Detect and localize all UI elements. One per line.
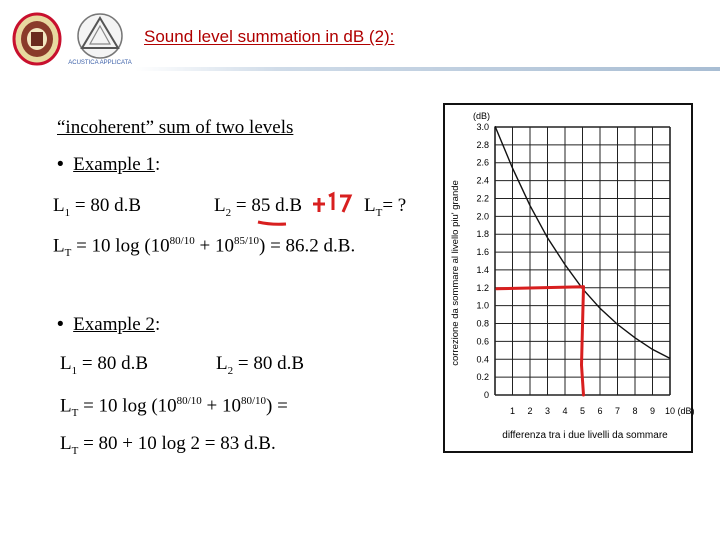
symbol-l: L bbox=[60, 353, 72, 374]
example2-title bbox=[57, 315, 160, 334]
x-tick-label: 2 bbox=[527, 406, 533, 416]
y-tick-label: 1.2 bbox=[476, 282, 489, 293]
x-tick-label: 3 bbox=[544, 406, 551, 416]
x-axis-label: differenza tra i due livelli da sommare bbox=[502, 430, 668, 441]
y-tick-label: 1.6 bbox=[476, 247, 489, 258]
y-tick-label: 1.4 bbox=[476, 264, 489, 275]
subscript-1: 1 bbox=[71, 364, 78, 377]
calc-lead: = 10 log (10 bbox=[83, 395, 177, 417]
chart-svg bbox=[445, 105, 695, 451]
subscript-1: 1 bbox=[64, 206, 71, 219]
symbol-l: L bbox=[214, 195, 226, 216]
example1-label: Example 1 bbox=[73, 154, 155, 175]
y-tick-label: 0.4 bbox=[476, 354, 489, 365]
y-axis-label: correzione da sommare al livello piu' grande bbox=[450, 180, 461, 366]
bullet: • bbox=[57, 154, 64, 175]
x-tick-label: 8 bbox=[632, 406, 638, 416]
calc-plus: + 10 bbox=[201, 395, 241, 417]
l1-value: 80 d.B bbox=[97, 353, 149, 374]
l2-value: 80 d.B bbox=[253, 353, 305, 374]
y-tick-label: 0.6 bbox=[476, 336, 489, 347]
section-heading: “incoherent” sum of two levels bbox=[57, 117, 294, 138]
example1-l2 bbox=[214, 196, 302, 219]
y-tick-label: 2.4 bbox=[476, 175, 489, 186]
l1-value: 80 d.B bbox=[90, 195, 142, 216]
correction-chart bbox=[443, 103, 693, 453]
bullet: • bbox=[57, 314, 64, 335]
symbol-l: L bbox=[60, 433, 72, 454]
x-tick-label: 9 bbox=[649, 406, 656, 416]
y-tick-label: 2.6 bbox=[476, 157, 489, 168]
example1-lt bbox=[364, 196, 406, 219]
equals: = bbox=[70, 195, 91, 216]
subscript-t: T bbox=[71, 407, 79, 420]
exponent-1: 80/10 bbox=[176, 395, 202, 407]
header-divider bbox=[135, 67, 720, 71]
y-tick-label: 0 bbox=[483, 390, 489, 400]
symbol-l: L bbox=[364, 195, 376, 216]
exponent-2: 80/10 bbox=[240, 395, 267, 407]
equals: = bbox=[231, 195, 252, 216]
acoustics-lab-logo bbox=[70, 10, 130, 68]
calc-result: ) = 86.2 d.B. bbox=[259, 235, 356, 257]
symbol-l: L bbox=[53, 195, 65, 216]
handwritten-red-marks bbox=[310, 190, 366, 216]
x-tick-label: 1 bbox=[509, 406, 516, 416]
x-tick-label: 7 bbox=[614, 406, 621, 416]
university-seal-logo bbox=[12, 12, 62, 66]
colon: : bbox=[154, 154, 161, 175]
subscript-t: T bbox=[375, 206, 383, 219]
lt-query: = ? bbox=[382, 195, 407, 216]
calc-plus: + 10 bbox=[194, 235, 234, 257]
example1-l1 bbox=[53, 196, 141, 219]
symbol-l: L bbox=[216, 353, 228, 374]
exponent-1: 80/10 bbox=[169, 235, 195, 247]
chart-ticks bbox=[476, 122, 655, 416]
y-tick-label: 0.8 bbox=[476, 318, 489, 329]
logo-caption: ACUSTICA APPLICATA bbox=[68, 60, 132, 66]
calc-lead: = 10 log (10 bbox=[76, 235, 170, 257]
y-tick-label: 3.0 bbox=[476, 122, 489, 132]
symbol-l: L bbox=[53, 235, 65, 257]
l2-value: 85 d.B bbox=[251, 195, 303, 216]
x-unit-label: 10 (dB) bbox=[665, 406, 695, 416]
y-unit-label: (dB) bbox=[473, 111, 491, 121]
symbol-l: L bbox=[60, 395, 72, 417]
example1-calc bbox=[53, 236, 355, 259]
red-underline-mark bbox=[257, 219, 287, 227]
x-tick-label: 6 bbox=[597, 406, 603, 416]
equals: = bbox=[233, 353, 254, 374]
y-tick-label: 2.2 bbox=[476, 193, 489, 204]
y-tick-label: 2.8 bbox=[476, 139, 489, 150]
colon: : bbox=[154, 314, 161, 335]
result-text: = 80 + 10 log 2 = 83 d.B. bbox=[83, 433, 276, 454]
annotation-vertical bbox=[582, 287, 584, 395]
slide-title: Sound level summation in dB (2): bbox=[144, 27, 395, 46]
y-tick-label: 2.0 bbox=[476, 211, 489, 222]
example2-l2 bbox=[216, 354, 304, 377]
example2-calc bbox=[60, 396, 288, 419]
subscript-t: T bbox=[71, 444, 79, 457]
y-tick-label: 1.8 bbox=[476, 229, 489, 240]
subscript-2: 2 bbox=[225, 206, 232, 219]
example2-label: Example 2 bbox=[73, 314, 155, 335]
example1-title bbox=[57, 155, 160, 174]
example2-l1 bbox=[60, 354, 148, 377]
x-tick-label: 5 bbox=[579, 406, 586, 416]
x-tick-label: 4 bbox=[562, 406, 568, 416]
calc-tail: ) = bbox=[266, 395, 288, 417]
subscript-2: 2 bbox=[227, 364, 234, 377]
y-tick-label: 0.2 bbox=[476, 372, 489, 383]
example2-result bbox=[60, 434, 276, 457]
y-tick-label: 1.0 bbox=[476, 300, 489, 311]
subscript-t: T bbox=[64, 247, 72, 260]
annotation-horizontal bbox=[497, 287, 584, 289]
exponent-2: 85/10 bbox=[233, 235, 260, 247]
equals: = bbox=[77, 353, 98, 374]
